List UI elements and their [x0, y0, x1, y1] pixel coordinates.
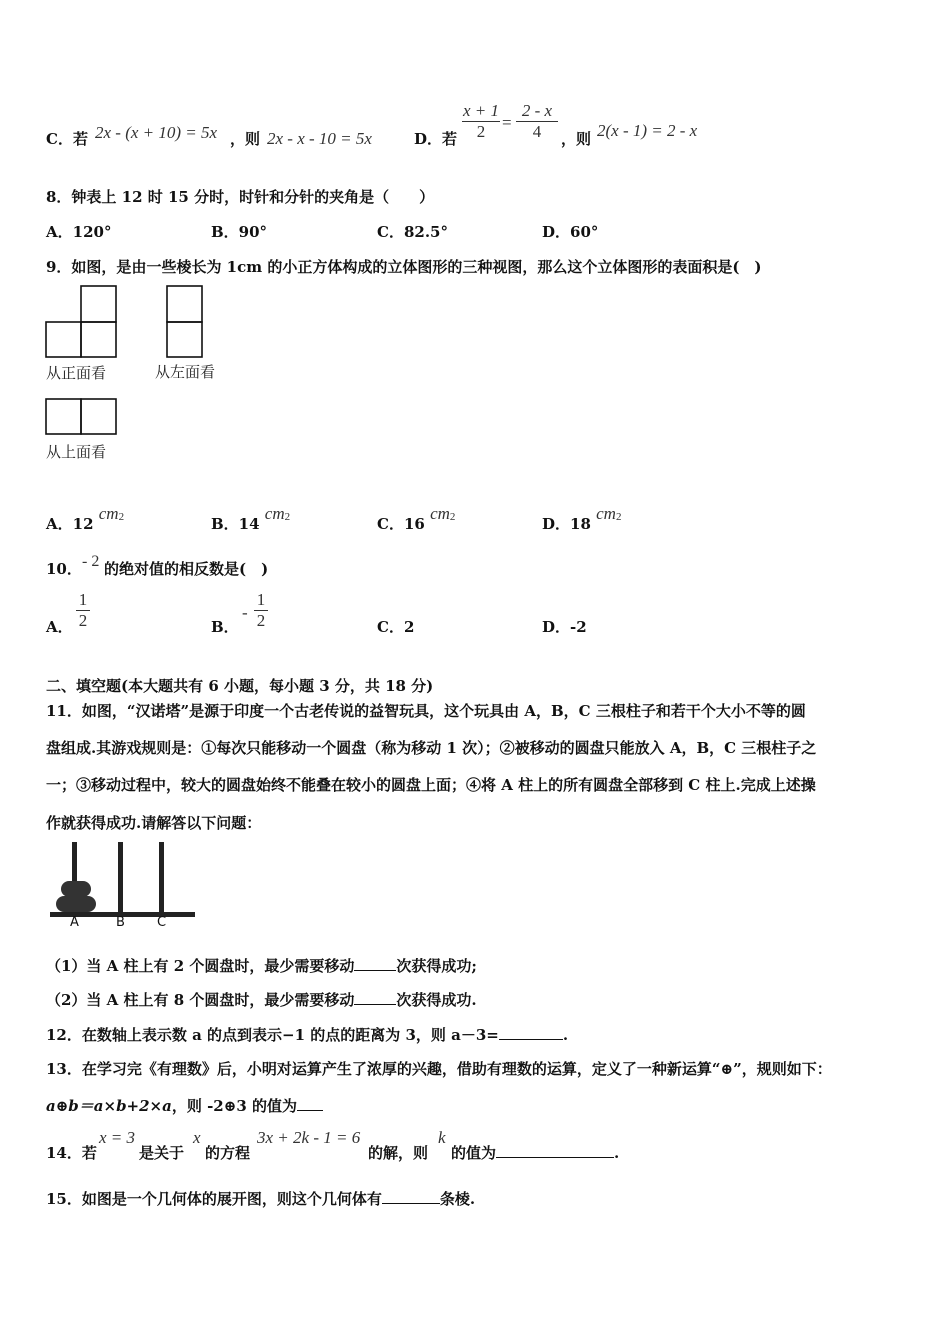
q9-option-c-exp: 2	[449, 511, 456, 523]
q10-option-d: D．-2	[542, 618, 587, 636]
q14-mid-3: 的解，则	[368, 1144, 429, 1162]
front-view-label: 从正面看	[46, 364, 107, 382]
q9-option-b	[211, 504, 291, 534]
q9-option-b-unit: cm	[264, 504, 285, 523]
q14-prefix: 14．若	[46, 1144, 97, 1162]
q13-rule: a⊕b＝a×b+2×a	[46, 1097, 172, 1115]
top-view-label: 从上面看	[46, 443, 107, 461]
peg-b	[118, 842, 123, 914]
section-2-title: 二、填空题(本大题共有 6 小题，每小题 3 分，共 18 分)	[46, 677, 434, 695]
q7-c-label: C．若	[46, 130, 88, 148]
q8-option-b: B．90°	[211, 223, 268, 241]
q14-equation: 3x + 2k - 1 = 6	[257, 1128, 361, 1147]
q14-blank[interactable]	[496, 1143, 614, 1158]
q14-suffix: .	[614, 1144, 620, 1162]
q9-option-a-exp: 2	[118, 511, 125, 523]
q13-line-1: 13．在学习完《有理数》后，小明对运算产生了浓厚的兴趣，借助有理数的运算，定义了一种新运算“⊕”，规则如下：	[46, 1060, 832, 1078]
q10-stem: 的绝对值的相反数是( )	[104, 560, 269, 578]
q9-option-c	[377, 504, 456, 534]
peg-label-a: A	[70, 915, 79, 930]
q7-c-sep: ，则	[230, 130, 261, 148]
q9-option-a	[46, 504, 125, 534]
q15	[46, 1188, 475, 1209]
q11-sub-1-blank[interactable]	[354, 956, 396, 971]
q14-k: k	[438, 1128, 446, 1147]
q7-d-fraction-1	[462, 101, 500, 142]
peg-c	[159, 842, 164, 914]
q7-d-eq: =	[502, 113, 512, 132]
q13-question: ，则 -2⊕3 的值为	[171, 1097, 297, 1115]
disk-large	[56, 896, 96, 912]
q7-c-expr1: 2x - (x + 10) = 5x	[95, 123, 218, 142]
q10-option-c: C．2	[377, 618, 415, 636]
q9-option-d-exp: 2	[615, 511, 622, 523]
q14-answer	[451, 1142, 619, 1163]
q7-d-frac1-num: x + 1	[462, 101, 500, 120]
q9-option-b-value: B．14	[211, 515, 260, 533]
peg-label-b: B	[116, 915, 125, 930]
q13-blank[interactable]	[297, 1096, 323, 1111]
q11-sub-2-text: （2）当 A 柱上有 8 个圆盘时，最少需要移动	[46, 991, 355, 1009]
q10-option-a-fraction	[76, 590, 90, 631]
q10-value: - 2	[82, 553, 100, 570]
q9-option-d-value: D．18	[542, 515, 591, 533]
q8-stem: 8．钟表上 12 时 15 分时，时针和分针的夹角是（ ）	[46, 188, 435, 206]
q10-number: 10．	[46, 560, 82, 578]
front-view-figure	[44, 284, 126, 360]
q14-mid-4: 的值为	[451, 1144, 497, 1162]
q10-b-num: 1	[256, 590, 266, 609]
q10-b-sign: -	[242, 603, 248, 622]
q7-d-sep: ，则	[561, 130, 592, 148]
q10-option-b-fraction	[254, 590, 268, 631]
q7-d-fraction-2	[516, 101, 558, 142]
q9-option-c-value: C．16	[377, 515, 425, 533]
q13-line-2	[46, 1095, 323, 1116]
q9-option-d-unit: cm	[596, 504, 616, 523]
q12	[46, 1024, 568, 1045]
q11-line-1: 11．如图，“汉诺塔”是源于印度一个古老传说的益智玩具，这个玩具由 A，B，C 三根柱子和若干个大小不等的圆	[46, 702, 806, 720]
top-view-figure	[44, 397, 120, 437]
q7-d-label: D．若	[414, 130, 458, 148]
q7-d-frac1-den: 2	[476, 122, 486, 141]
q11-sub-2	[46, 989, 477, 1010]
q7-d-frac2-num: 2 - x	[521, 101, 553, 120]
q11-line-3: 一；③移动过程中，较大的圆盘始终不能叠在较小的圆盘上面；④将 A 柱上的所有圆盘全部移到 C 柱上.完成上述操	[46, 776, 816, 794]
left-view-label: 从左面看	[155, 363, 216, 381]
q11-sub-2-blank[interactable]	[354, 990, 396, 1005]
q10-a-num: 1	[78, 590, 88, 609]
q12-suffix: .	[562, 1026, 569, 1044]
q9-option-a-unit: cm	[98, 504, 119, 523]
q10-option-b-label: B．	[211, 618, 239, 636]
q9-stem: 9．如图，是由一些棱长为 1cm 的小正方体构成的立体图形的三种视图，那么这个立体图形的表面积是( )	[46, 258, 762, 276]
q8-option-c: C．82.5°	[377, 223, 448, 241]
q14-mid-2: 的方程	[205, 1144, 251, 1162]
q10-b-den: 2	[256, 611, 266, 630]
q15-suffix: 条棱.	[439, 1190, 476, 1208]
q14-mid-1: 是关于	[139, 1144, 185, 1162]
q10-option-a-label: A．	[46, 618, 73, 636]
q15-blank[interactable]	[382, 1189, 440, 1204]
q12-text: 12．在数轴上表示数 a 的点到表示−1 的点的距离为 3，则 a－3=	[46, 1026, 499, 1044]
q8-option-d: D．60°	[542, 223, 599, 241]
peg-label-c: C	[157, 915, 167, 930]
q7-d-frac2-den: 4	[532, 122, 542, 141]
q9-option-c-unit: cm	[430, 504, 450, 523]
q10-a-den: 2	[78, 611, 88, 630]
q11-sub-2-suffix: 次获得成功.	[396, 991, 477, 1009]
q8-option-a: A．120°	[46, 223, 112, 241]
q11-line-4: 作就获得成功.请解答以下问题：	[46, 814, 262, 832]
q9-option-b-exp: 2	[284, 511, 291, 523]
q11-sub-1-suffix: 次获得成功;	[396, 957, 477, 975]
left-view-figure	[165, 284, 207, 360]
q11-sub-1-text: （1）当 A 柱上有 2 个圆盘时，最少需要移动	[46, 957, 355, 975]
q14-variable: x	[193, 1128, 201, 1147]
q15-text: 15．如图是一个几何体的展开图，则这个几何体有	[46, 1190, 382, 1208]
hanoi-tower-figure	[46, 840, 198, 918]
q7-c-expr2: 2x - x - 10 = 5x	[267, 129, 372, 148]
q14-condition: x = 3	[99, 1128, 136, 1147]
q12-blank[interactable]	[499, 1025, 563, 1040]
q11-sub-1	[46, 955, 477, 976]
q9-option-a-value: A．12	[46, 515, 94, 533]
q11-line-2: 盘组成.其游戏规则是：①每次只能移动一个圆盘（称为移动 1 次）；②被移动的圆盘只能放入 A，B，C 三根柱子之	[46, 739, 817, 757]
disk-small	[61, 881, 91, 897]
q9-option-d	[542, 504, 622, 534]
q7-d-expr: 2(x - 1) = 2 - x	[597, 121, 698, 140]
